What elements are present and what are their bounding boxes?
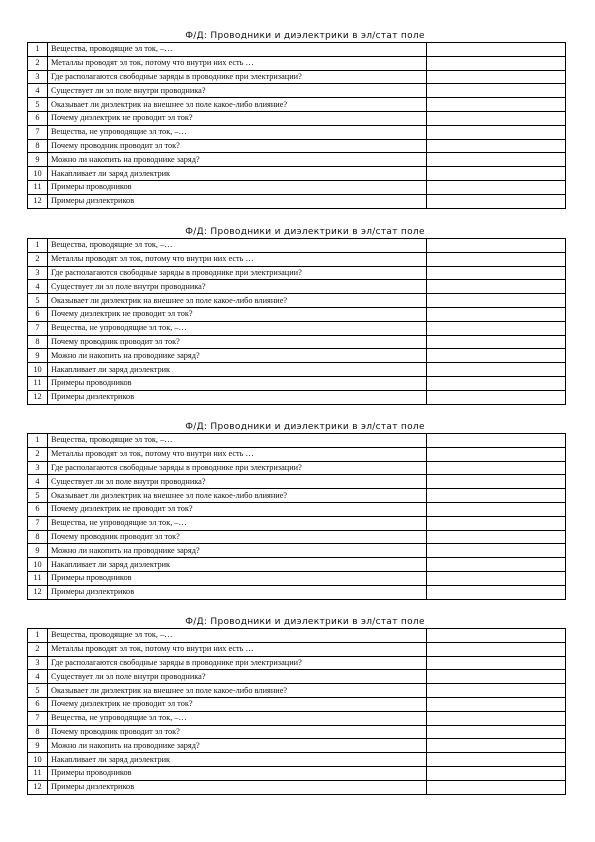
answer-cell[interactable] (427, 739, 566, 753)
question-table (27, 433, 566, 600)
quiz-title: Ф/Д: Проводники и диэлектрики в эл/стат поле (185, 31, 425, 41)
question-number: 5 (28, 684, 48, 698)
answer-cell[interactable] (427, 84, 566, 98)
question-number: 9 (28, 153, 48, 167)
question-text: Оказывает ли диэлектрик на внешнее эл поле какое-либо влияние? (48, 294, 427, 308)
question-number: 4 (28, 280, 48, 294)
question-row (28, 780, 566, 794)
answer-cell[interactable] (427, 98, 566, 112)
question-text: Почему диэлектрик не проводит эл ток? (48, 111, 427, 125)
question-number: 6 (28, 697, 48, 711)
question-text: Где располагаются свободные заряды в проводнике при электризации? (48, 461, 427, 475)
question-text: Существует ли эл поле внутри проводника? (48, 84, 427, 98)
question-number: 1 (28, 43, 48, 57)
answer-cell[interactable] (427, 544, 566, 558)
answer-cell[interactable] (427, 125, 566, 139)
question-row (28, 363, 566, 377)
question-text: Накапливает ли заряд диэлектрик (48, 753, 427, 767)
question-text: Металлы проводят эл ток, потому что внутри них есть … (48, 252, 427, 266)
question-text: Где располагаются свободные заряды в проводнике при электризации? (48, 70, 427, 84)
question-text: Примеры проводников (48, 571, 427, 585)
question-number: 7 (28, 516, 48, 530)
question-text: Вещества, не упроводящие эл ток, –… (48, 711, 427, 725)
question-row (28, 194, 566, 208)
question-text: Оказывает ли диэлектрик на внешнее эл поле какое-либо влияние? (48, 98, 427, 112)
answer-cell[interactable] (427, 70, 566, 84)
question-text: Вещества, проводящие эл ток, –… (48, 43, 427, 57)
question-number: 8 (28, 725, 48, 739)
answer-cell[interactable] (427, 558, 566, 572)
question-number: 12 (28, 585, 48, 599)
question-row (28, 475, 566, 489)
question-row (28, 111, 566, 125)
question-row (28, 642, 566, 656)
question-row (28, 684, 566, 698)
answer-cell[interactable] (427, 711, 566, 725)
answer-cell[interactable] (427, 376, 566, 390)
answer-cell[interactable] (427, 111, 566, 125)
answer-cell[interactable] (427, 766, 566, 780)
answer-cell[interactable] (427, 475, 566, 489)
question-number: 10 (28, 558, 48, 572)
answer-cell[interactable] (427, 697, 566, 711)
question-row (28, 294, 566, 308)
question-text: Накапливает ли заряд диэлектрик (48, 558, 427, 572)
question-text: Примеры проводников (48, 766, 427, 780)
question-row (28, 321, 566, 335)
answer-cell[interactable] (427, 194, 566, 208)
question-number: 5 (28, 294, 48, 308)
question-text: Металлы проводят эл ток, потому что внутри них есть … (48, 642, 427, 656)
question-row (28, 739, 566, 753)
question-text: Существует ли эл поле внутри проводника? (48, 475, 427, 489)
question-row (28, 725, 566, 739)
answer-cell[interactable] (427, 180, 566, 194)
quiz-title: Ф/Д: Проводники и диэлектрики в эл/стат поле (185, 617, 425, 627)
question-text: Почему диэлектрик не проводит эл ток? (48, 697, 427, 711)
quiz-block-1 (27, 30, 563, 209)
question-text: Где располагаются свободные заряды в проводнике при электризации? (48, 656, 427, 670)
question-table (27, 238, 566, 405)
question-row (28, 180, 566, 194)
answer-cell[interactable] (427, 656, 566, 670)
question-number: 1 (28, 434, 48, 448)
answer-cell[interactable] (427, 530, 566, 544)
question-number: 9 (28, 544, 48, 558)
question-number: 8 (28, 139, 48, 153)
quiz-block-3 (27, 421, 563, 600)
question-text: Примеры диэлектриков (48, 585, 427, 599)
question-row (28, 266, 566, 280)
question-row (28, 390, 566, 404)
question-row (28, 239, 566, 253)
question-number: 11 (28, 571, 48, 585)
answer-cell[interactable] (427, 239, 566, 253)
question-text: Почему проводник проводит эл ток? (48, 139, 427, 153)
question-text: Примеры проводников (48, 376, 427, 390)
question-number: 10 (28, 167, 48, 181)
answer-cell[interactable] (427, 167, 566, 181)
answer-cell[interactable] (427, 642, 566, 656)
answer-cell[interactable] (427, 585, 566, 599)
answer-cell[interactable] (427, 390, 566, 404)
question-text: Примеры диэлектриков (48, 194, 427, 208)
question-row (28, 43, 566, 57)
question-number: 12 (28, 194, 48, 208)
question-row (28, 489, 566, 503)
question-number: 3 (28, 70, 48, 84)
question-text: Где располагаются свободные заряды в проводнике при электризации? (48, 266, 427, 280)
question-text: Почему проводник проводит эл ток? (48, 335, 427, 349)
question-number: 7 (28, 125, 48, 139)
answer-cell[interactable] (427, 780, 566, 794)
question-text: Металлы проводят эл ток, потому что внутри них есть … (48, 56, 427, 70)
question-row (28, 98, 566, 112)
question-number: 4 (28, 84, 48, 98)
question-row (28, 84, 566, 98)
question-number: 2 (28, 447, 48, 461)
question-text: Почему проводник проводит эл ток? (48, 725, 427, 739)
question-text: Существует ли эл поле внутри проводника? (48, 280, 427, 294)
quiz-title: Ф/Д: Проводники и диэлектрики в эл/стат поле (185, 422, 425, 432)
question-number: 6 (28, 502, 48, 516)
question-row (28, 585, 566, 599)
answer-cell[interactable] (427, 684, 566, 698)
question-text: Вещества, не упроводящие эл ток, –… (48, 125, 427, 139)
answer-cell[interactable] (427, 447, 566, 461)
answer-cell[interactable] (427, 56, 566, 70)
question-number: 8 (28, 335, 48, 349)
question-number: 2 (28, 642, 48, 656)
question-number: 7 (28, 711, 48, 725)
question-text: Оказывает ли диэлектрик на внешнее эл поле какое-либо влияние? (48, 489, 427, 503)
answer-cell[interactable] (427, 349, 566, 363)
question-number: 9 (28, 739, 48, 753)
question-text: Оказывает ли диэлектрик на внешнее эл поле какое-либо влияние? (48, 684, 427, 698)
question-text: Вещества, проводящие эл ток, –… (48, 239, 427, 253)
quiz-block-4 (27, 616, 563, 795)
answer-cell[interactable] (427, 629, 566, 643)
question-number: 4 (28, 475, 48, 489)
answer-cell[interactable] (427, 502, 566, 516)
question-row (28, 434, 566, 448)
question-text: Примеры проводников (48, 180, 427, 194)
question-number: 3 (28, 266, 48, 280)
question-number: 1 (28, 629, 48, 643)
quiz-title: Ф/Д: Проводники и диэлектрики в эл/стат поле (185, 227, 425, 237)
question-row (28, 167, 566, 181)
question-row (28, 544, 566, 558)
answer-cell[interactable] (427, 725, 566, 739)
question-number: 9 (28, 349, 48, 363)
question-number: 5 (28, 489, 48, 503)
answer-cell[interactable] (427, 139, 566, 153)
answer-cell[interactable] (427, 571, 566, 585)
question-number: 11 (28, 376, 48, 390)
question-number: 4 (28, 670, 48, 684)
question-number: 2 (28, 252, 48, 266)
question-text: Можно ли накопить на проводнике заряд? (48, 153, 427, 167)
question-number: 12 (28, 390, 48, 404)
question-text: Можно ли накопить на проводнике заряд? (48, 544, 427, 558)
question-row (28, 516, 566, 530)
question-text: Примеры диэлектриков (48, 390, 427, 404)
question-row (28, 502, 566, 516)
quiz-block-2 (27, 226, 563, 405)
answer-cell[interactable] (427, 252, 566, 266)
question-text: Почему диэлектрик не проводит эл ток? (48, 307, 427, 321)
question-row (28, 753, 566, 767)
question-number: 11 (28, 180, 48, 194)
question-row (28, 447, 566, 461)
answer-cell[interactable] (427, 266, 566, 280)
question-text: Можно ли накопить на проводнике заряд? (48, 349, 427, 363)
question-row (28, 697, 566, 711)
question-text: Вещества, проводящие эл ток, –… (48, 629, 427, 643)
answer-cell[interactable] (427, 670, 566, 684)
question-row (28, 558, 566, 572)
answer-cell[interactable] (427, 280, 566, 294)
question-text: Существует ли эл поле внутри проводника? (48, 670, 427, 684)
question-row (28, 252, 566, 266)
question-row (28, 335, 566, 349)
question-text: Накапливает ли заряд диэлектрик (48, 363, 427, 377)
answer-cell[interactable] (427, 321, 566, 335)
question-row (28, 153, 566, 167)
answer-cell[interactable] (427, 363, 566, 377)
question-row (28, 629, 566, 643)
question-row (28, 766, 566, 780)
answer-cell[interactable] (427, 43, 566, 57)
question-text: Можно ли накопить на проводнике заряд? (48, 739, 427, 753)
question-text: Примеры диэлектриков (48, 780, 427, 794)
question-number: 12 (28, 780, 48, 794)
answer-cell[interactable] (427, 153, 566, 167)
question-text: Вещества, проводящие эл ток, –… (48, 434, 427, 448)
question-number: 1 (28, 239, 48, 253)
question-row (28, 711, 566, 725)
question-number: 10 (28, 753, 48, 767)
question-number: 5 (28, 98, 48, 112)
question-number: 6 (28, 307, 48, 321)
question-row (28, 571, 566, 585)
answer-cell[interactable] (427, 753, 566, 767)
answer-cell[interactable] (427, 294, 566, 308)
question-number: 11 (28, 766, 48, 780)
question-number: 2 (28, 56, 48, 70)
question-text: Почему проводник проводит эл ток? (48, 530, 427, 544)
question-row (28, 349, 566, 363)
answer-cell[interactable] (427, 307, 566, 321)
question-number: 10 (28, 363, 48, 377)
question-number: 3 (28, 656, 48, 670)
question-row (28, 307, 566, 321)
question-row (28, 530, 566, 544)
question-number: 7 (28, 321, 48, 335)
question-number: 6 (28, 111, 48, 125)
question-number: 8 (28, 530, 48, 544)
question-row (28, 461, 566, 475)
question-row (28, 670, 566, 684)
question-number: 3 (28, 461, 48, 475)
question-table (27, 628, 566, 795)
question-row (28, 125, 566, 139)
question-table (27, 42, 566, 209)
answer-cell[interactable] (427, 461, 566, 475)
answer-cell[interactable] (427, 434, 566, 448)
question-text: Вещества, не упроводящие эл ток, –… (48, 321, 427, 335)
question-text: Металлы проводят эл ток, потому что внутри них есть … (48, 447, 427, 461)
question-text: Почему диэлектрик не проводит эл ток? (48, 502, 427, 516)
question-row (28, 139, 566, 153)
answer-cell[interactable] (427, 335, 566, 349)
answer-cell[interactable] (427, 516, 566, 530)
question-row (28, 70, 566, 84)
question-row (28, 280, 566, 294)
question-text: Вещества, не упроводящие эл ток, –… (48, 516, 427, 530)
answer-cell[interactable] (427, 489, 566, 503)
question-row (28, 56, 566, 70)
question-row (28, 376, 566, 390)
question-text: Накапливает ли заряд диэлектрик (48, 167, 427, 181)
question-row (28, 656, 566, 670)
